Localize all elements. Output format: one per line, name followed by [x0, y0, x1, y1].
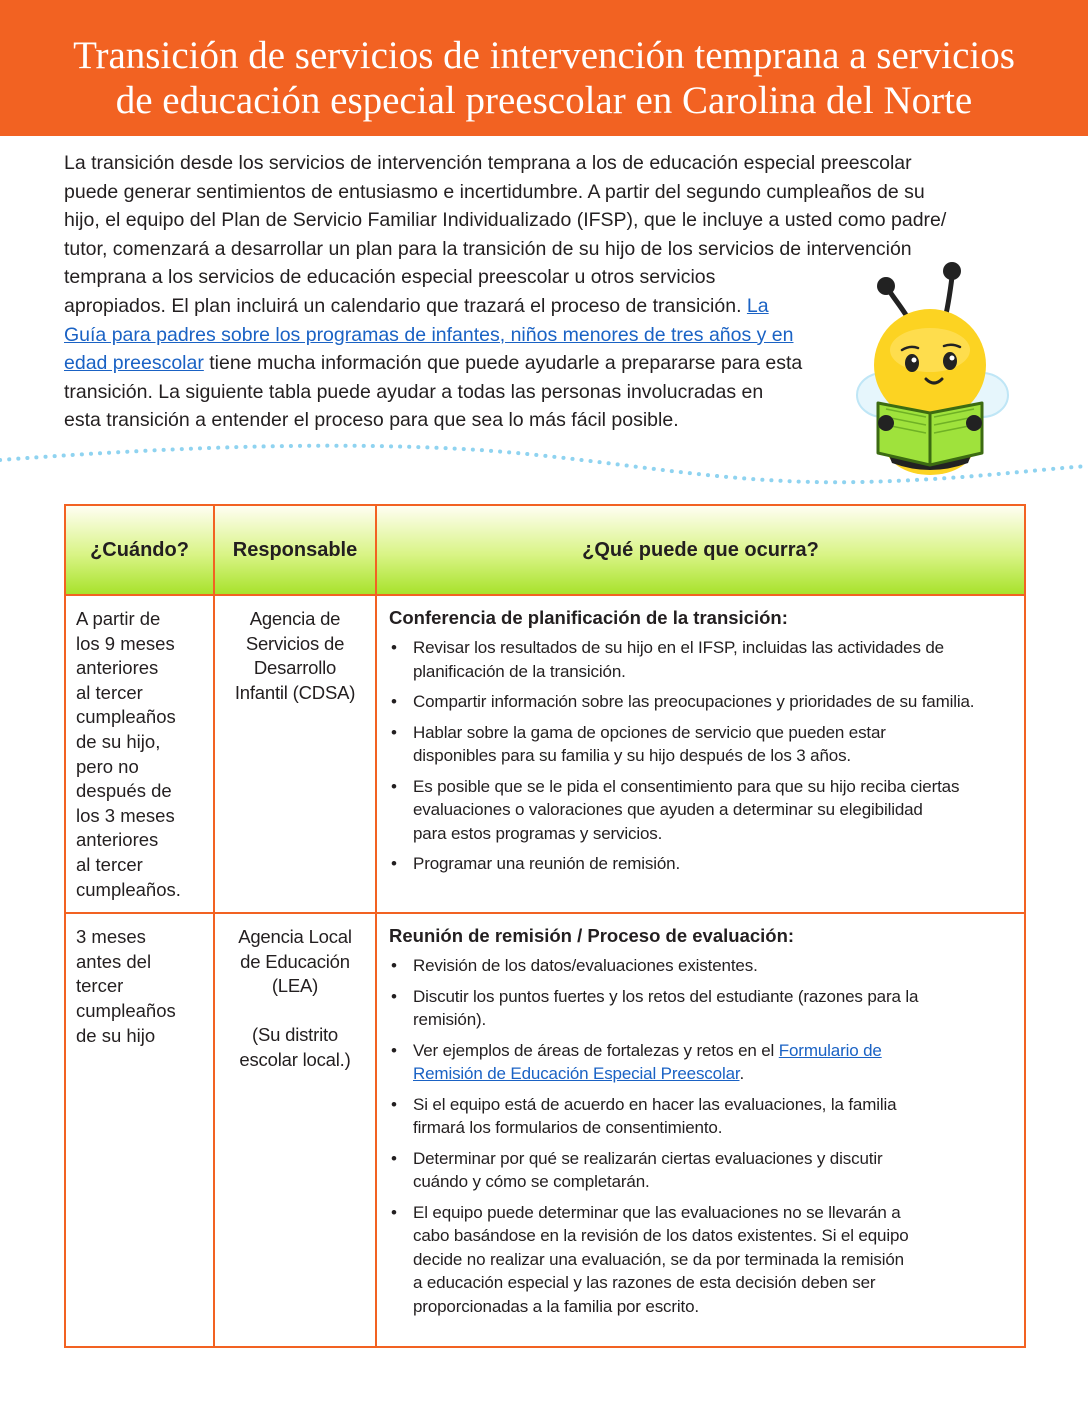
- list-item-line: remisión).: [413, 1010, 487, 1030]
- list-item-line: • Determinar por qué se realizarán ciertas evaluaciones y discutir: [413, 1148, 883, 1168]
- reading-bee-icon: [850, 255, 1010, 485]
- when-line: cumpleaños: [76, 706, 176, 728]
- table-header-row: [65, 505, 1025, 595]
- when-line: cumpleaños: [76, 999, 176, 1021]
- list-item: [389, 721, 1020, 768]
- intro-line: temprana a los servicios de educación especial preescolar u otros servicios: [64, 266, 716, 289]
- responsible-note-line: escolar local.): [239, 1048, 351, 1070]
- bullet-list: [389, 636, 1020, 876]
- list-item-line: • Discutir los puntos fuertes y los retos del estudiante (razones para la: [413, 986, 919, 1006]
- list-item-line: [413, 1062, 1020, 1086]
- responsible-cell: [214, 913, 376, 1347]
- list-item-line: [413, 1039, 1020, 1063]
- when-line: pero no: [76, 755, 139, 777]
- list-item: [389, 775, 1020, 846]
- list-item: [389, 1201, 1020, 1319]
- referral-form-link[interactable]: Remisión de Educación Especial Preescolar: [413, 1064, 740, 1084]
- list-item: [389, 1093, 1020, 1140]
- responsible-line: de Educación: [240, 950, 350, 972]
- when-line: al tercer: [76, 681, 143, 703]
- page-title-line-1: Transición de servicios de intervención temprana a servicios: [73, 34, 1015, 77]
- list-item-line: cuándo y cómo se completarán.: [413, 1172, 650, 1192]
- list-item-line: • Programar una reunión de remisión.: [413, 854, 681, 873]
- referral-form-link[interactable]: Formulario de: [778, 1040, 882, 1060]
- section-title: Reunión de remisión / Proceso de evaluación:: [389, 925, 795, 947]
- list-item-line: firmará los formularios de consentimiento.: [413, 1118, 723, 1138]
- list-item-line: • Compartir información sobre las preocupaciones y prioridades de su familia.: [413, 692, 975, 711]
- list-item: [389, 852, 1020, 876]
- responsible-note-line: (Su distrito: [251, 1023, 339, 1045]
- list-item: [389, 1039, 1020, 1086]
- list-item-line: decide no realizar una evaluación, se da por terminada la remisión: [413, 1249, 904, 1269]
- list-item: [389, 985, 1020, 1032]
- bullet-list: [389, 954, 1020, 1318]
- list-item-text: Ver ejemplos de áreas de fortalezas y retos en el: [413, 1040, 779, 1060]
- when-line: de su hijo,: [76, 730, 161, 752]
- spacer: [219, 999, 371, 1023]
- intro-line: esta transición a entender el proceso para que sea lo más fácil posible.: [64, 409, 679, 432]
- parent-guide-link[interactable]: La: [746, 294, 769, 317]
- when-line: 3 meses: [76, 926, 146, 948]
- when-line: anteriores: [76, 657, 159, 679]
- column-header-responsible: Responsable: [214, 505, 376, 595]
- list-item-line: • Revisión de los datos/evaluaciones existentes.: [413, 956, 758, 976]
- list-item-line: cabo basándose en la revisión de los datos existentes. Si el equipo: [413, 1226, 909, 1246]
- intro-text: tiene mucha información que puede ayudarle a prepararse para esta: [203, 352, 803, 375]
- list-item-line: • Si el equipo está de acuerdo en hacer las evaluaciones, la familia: [413, 1094, 897, 1114]
- intro-line: transición. La siguiente tabla puede ayudar a todas las personas involucradas en: [64, 380, 764, 403]
- list-item-line: • Es posible que se le pida el consentimiento para que su hijo reciba ciertas: [413, 776, 960, 796]
- when-line: cumpleaños.: [76, 878, 181, 900]
- when-line: antes del: [76, 950, 152, 972]
- what-cell: [376, 913, 1025, 1347]
- responsible-line: Servicios de: [245, 632, 345, 654]
- list-item-line: • El equipo puede determinar que las evaluaciones no se llevarán a: [413, 1202, 901, 1222]
- list-item-line: planificación de la transición.: [413, 661, 626, 681]
- list-item-line: a educación especial y las razones de esta decisión deben ser: [413, 1273, 876, 1293]
- intro-line: hijo, el equipo del Plan de Servicio Familiar Individualizado (IFSP), que le incluye a usted como padre/: [64, 209, 947, 232]
- intro-line: [64, 349, 984, 378]
- intro-line: [64, 321, 984, 350]
- responsible-line: Agencia Local: [238, 926, 352, 948]
- column-header-what: ¿Qué puede que ocurra?: [376, 505, 1025, 595]
- intro-text: apropiados. El plan incluirá un calendario que trazará el proceso de transición.: [64, 294, 747, 317]
- when-line: de su hijo: [76, 1024, 156, 1046]
- parent-guide-link[interactable]: Guía para padres sobre los programas de infantes, niños menores de tres años y en: [64, 323, 794, 346]
- responsible-line: (LEA): [271, 975, 319, 997]
- list-item-line: • Revisar los resultados de su hijo en el IFSP, incluidas las actividades de: [413, 638, 944, 657]
- parent-guide-link[interactable]: edad preescolar: [64, 352, 204, 375]
- intro-paragraph: [64, 149, 984, 435]
- list-item-text: .: [739, 1064, 745, 1084]
- responsible-line: Infantil (CDSA): [234, 681, 356, 703]
- when-cell: [65, 595, 214, 913]
- intro-line: [64, 292, 984, 321]
- table-row: [65, 595, 1025, 913]
- list-item-line: disponibles para su familia y su hijo después de los 3 años.: [413, 746, 851, 765]
- responsible-line: Desarrollo: [253, 657, 337, 679]
- when-line: al tercer: [76, 853, 143, 875]
- intro-line: puede generar sentimientos de entusiasmo e incertidumbre. A partir del segundo cumpleaños de su: [64, 180, 925, 203]
- list-item-line: evaluaciones o valoraciones que ayuden a determinar su elegibilidad: [413, 800, 923, 819]
- column-header-when: ¿Cuándo?: [65, 505, 214, 595]
- list-item: [389, 636, 1020, 683]
- responsible-cell: [214, 595, 376, 913]
- list-item-line: • Hablar sobre la gama de opciones de servicio que pueden estar: [413, 722, 886, 742]
- what-cell: [376, 595, 1025, 913]
- page-title-line-2: de educación especial preescolar en Carolina del Norte: [115, 79, 973, 122]
- list-item: [389, 1147, 1020, 1194]
- page-header: [0, 0, 1088, 136]
- when-line: los 9 meses: [76, 632, 175, 654]
- when-line: anteriores: [76, 829, 159, 851]
- when-line: después de: [76, 780, 172, 802]
- list-item: [389, 954, 1020, 978]
- responsible-line: Agencia de: [249, 608, 341, 629]
- when-line: tercer: [76, 975, 124, 997]
- list-item-line: proporcionadas a la familia por escrito.: [413, 1296, 699, 1316]
- table-row: [65, 913, 1025, 1347]
- list-item-line: para estos programas y servicios.: [413, 823, 663, 843]
- list-item: [389, 690, 1020, 714]
- transition-table: [64, 504, 1026, 1348]
- when-line: los 3 meses: [76, 804, 175, 826]
- section-title: Conferencia de planificación de la transición:: [389, 607, 788, 628]
- intro-line: La transición desde los servicios de intervención temprana a los de educación especial preescolar: [64, 152, 912, 174]
- when-cell: [65, 913, 214, 1347]
- when-line: A partir de: [76, 608, 161, 629]
- intro-line: tutor, comenzará a desarrollar un plan para la transición de su hijo de los servicios de intervención: [64, 237, 912, 260]
